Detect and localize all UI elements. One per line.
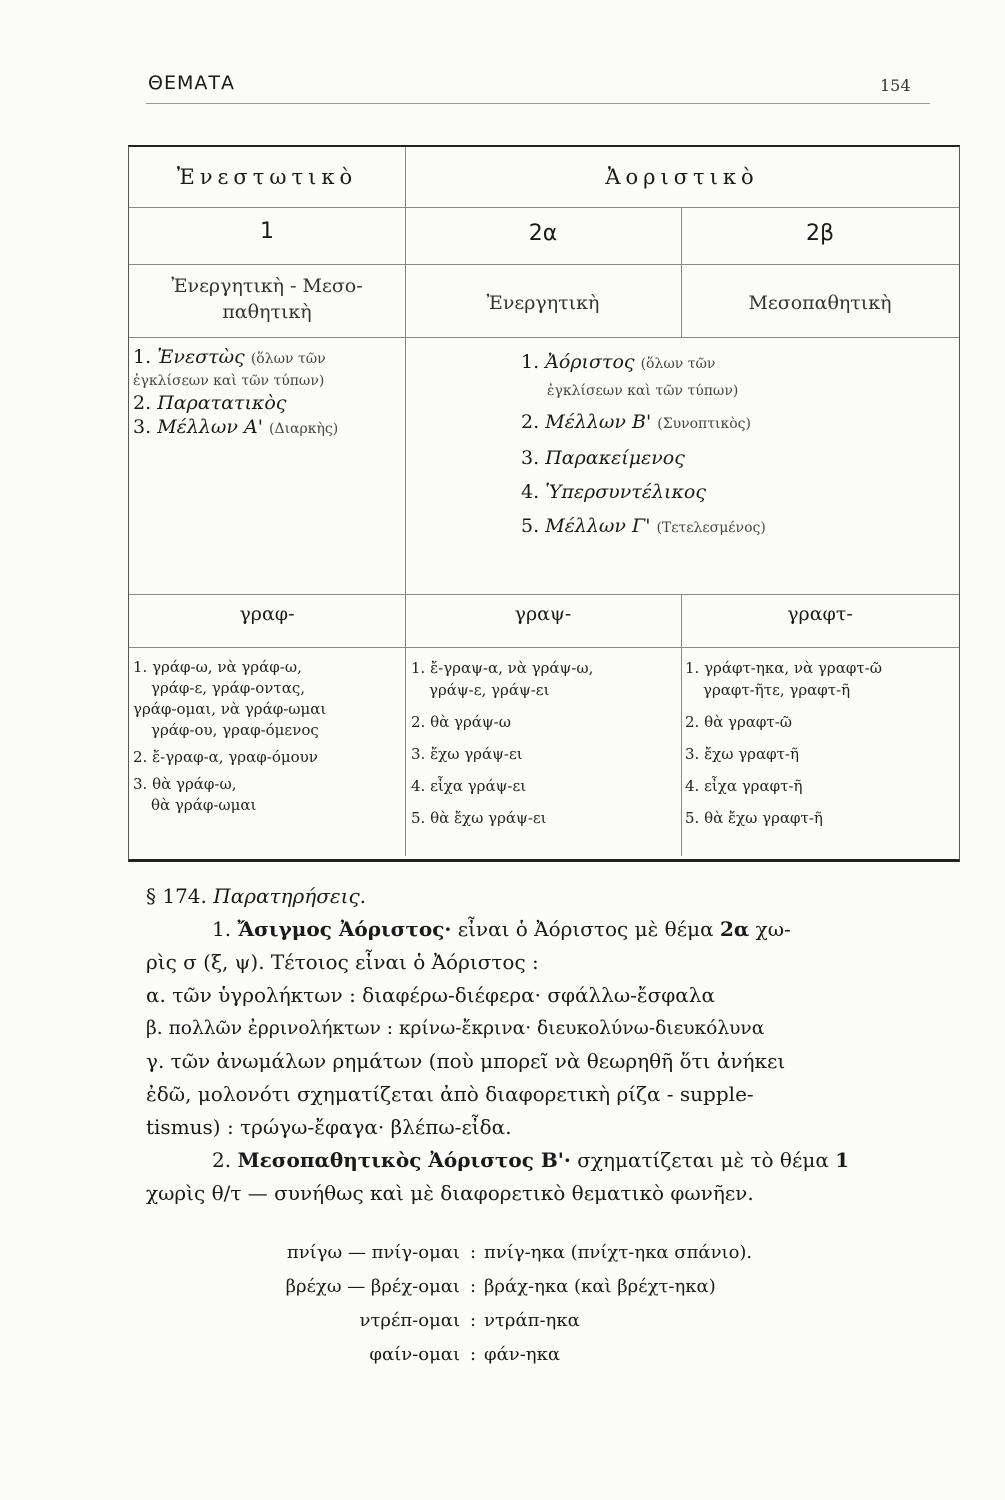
form-line: 5. θὰ ἔχω γραφτ-ῆ [685, 809, 823, 827]
table-row-rule-1 [129, 207, 959, 208]
form-line: γράψ-ε, γράψ-ει [429, 681, 550, 699]
aorist-tense-4: 4. Ὑπερσυντέλικος [521, 481, 707, 503]
form-line: 5. θὰ ἔχω γράψ-ει [411, 809, 547, 827]
form-line: 2. ἔ-γραφ-α, γραφ-όμουν [133, 748, 318, 766]
example-right: φάν-ηκα [484, 1344, 560, 1365]
note-1-item-a: α. τῶν ὑγρολήκτων : διαφέρω-διέφερα· σφάλλω-ἔσφαλα [146, 983, 715, 1007]
running-header-title: ΘΕΜΑΤΑ [148, 72, 235, 94]
table-divider-v4 [681, 594, 682, 856]
form-line: γράφ-ου, γραφ-όμενος [151, 721, 319, 739]
form-line: 3. ἔχω γράψ-ει [411, 745, 523, 763]
note-1-item-c-line-2: ἐδῶ, μολονότι σχηματίζεται ἀπὸ διαφορετικὴ ρίζα - supple- [146, 1082, 754, 1106]
header-rule [146, 103, 930, 104]
form-line: γράφ-ε, γράφ-οντας, [151, 679, 306, 697]
table-row-rule-4 [129, 594, 959, 595]
example-right: πνίγ-ηκα (πνίχτ-ηκα σπάνιο). [484, 1242, 753, 1263]
form-line: θὰ γράφ-ωμαι [151, 796, 257, 814]
voice-active: Ἐνεργητικὴ [486, 292, 600, 314]
aorist-tense-2: 2. Μέλλων Β' (Συνοπτικὸς) [521, 411, 751, 433]
theme-number-2a: 2α [528, 221, 558, 246]
aorist-tense-1: 1. Ἀόριστος (ὅλων τῶν [521, 351, 716, 373]
form-line: 2. θὰ γράψ-ω [411, 713, 511, 731]
voice-line-2: παθητικὴ [222, 301, 312, 323]
page-number: 154 [880, 76, 911, 95]
table-row-rule-5 [129, 647, 959, 648]
aorist-tense-5: 5. Μέλλων Γ' (Τετελεσμένος) [521, 515, 766, 537]
forms-present [133, 657, 326, 816]
table-row-rule-3 [129, 337, 959, 338]
conjugation-table [128, 145, 960, 862]
section-heading: § 174. Παρατηρήσεις. [146, 884, 367, 908]
theme-number-1: 1 [260, 219, 274, 244]
example-right: ντράπ-ηκα [484, 1310, 580, 1331]
form-line: 3. ἔχω γραφτ-ῆ [685, 745, 799, 763]
table-divider-v3 [405, 594, 406, 856]
form-line: γράφ-ομαι, νὰ γράφ-ωμαι [133, 700, 327, 718]
form-line: 4. εἶχα γράψ-ει [411, 777, 527, 795]
notes-section [146, 880, 926, 1210]
example-colon: : [470, 1276, 477, 1297]
present-tense-1: 1. Ἐνεστὼς (ὅλων τῶν [133, 346, 326, 368]
stem-aorist-passive: γραφτ- [787, 603, 853, 625]
example-left: φαίν-ομαι [369, 1344, 460, 1365]
form-line: 1. γράφτ-ηκα, νὰ γραφτ-ῶ [685, 659, 882, 677]
note-1-item-c-line-3: tismus) : τρώγω-ἔφαγα· βλέπω-εἶδα. [146, 1115, 512, 1139]
table-row-rule-2 [129, 264, 959, 265]
note-2-line-2: χωρὶς θ/τ — συνήθως καὶ μὲ διαφορετικὸ θεματικὸ φωνῆεν. [146, 1181, 754, 1205]
note-1-line-2: ρὶς σ (ξ, ψ). Τέτοιος εἶναι ὁ Ἀόριστος : [146, 950, 539, 974]
note-1-line-1: 1. Ἄσιγμος Ἀόριστος· εἶναι ὁ Ἀόριστος μὲ θέμα 2α χω- [212, 917, 791, 941]
example-right: βράχ-ηκα (καὶ βρέχτ-ηκα) [484, 1276, 716, 1297]
table-divider-v1 [405, 147, 406, 612]
stem-present: γραφ- [239, 603, 295, 625]
header-present: Ἐνεστωτικὸ [176, 165, 358, 189]
form-line: 1. ἔ-γραψ-α, νὰ γράψ-ω, [411, 659, 594, 677]
forms-aorist-active [411, 657, 593, 829]
voice-mediopassive: Μεσοπαθητικὴ [748, 292, 892, 314]
example-left: βρέχω — βρέχ-ομαι [285, 1276, 460, 1297]
form-line: 2. θὰ γραφτ-ῶ [685, 713, 793, 731]
note-1-item-c-line-1: γ. τῶν ἀνωμάλων ρημάτων (ποὺ μπορεῖ νὰ θεωρηθῆ ὅτι ἀνήκει [146, 1049, 786, 1073]
theme-number-2b: 2β [805, 221, 835, 246]
example-left: ντρέπ-ομαι [359, 1310, 460, 1331]
forms-aorist-passive [685, 657, 882, 829]
present-tense-1-cont: ἐγκλίσεων καὶ τῶν τύπων) [133, 373, 325, 389]
aorist-tense-list [521, 347, 951, 543]
form-line: 1. γράφ-ω, νὰ γράφ-ω, [133, 658, 302, 676]
example-colon: : [470, 1344, 477, 1365]
voice-line-1: Ἐνεργητικὴ - Μεσο- [171, 275, 363, 297]
present-tense-list [133, 345, 405, 441]
form-line: 3. θὰ γράφ-ω, [133, 775, 237, 793]
present-tense-3: 3. Μέλλων Α' (Διαρκὴς) [133, 416, 339, 438]
present-tense-2: 2. Παρατατικὸς [133, 392, 287, 414]
example-left: πνίγω — πνίγ-ομαι [286, 1242, 460, 1263]
aorist-tense-1-cont: ἐγκλίσεων καὶ τῶν τύπων) [547, 383, 739, 399]
stem-aorist-active: γραψ- [514, 603, 572, 625]
example-colon: : [470, 1310, 477, 1331]
form-line: 4. εἶχα γραφτ-ῆ [685, 777, 803, 795]
form-line: γραφτ-ῆτε, γραφτ-ῆ [703, 681, 851, 699]
header-aorist: Ἀοριστικὸ [605, 165, 759, 189]
voice-active-mediopassive [129, 273, 405, 325]
note-2-line-1: 2. Μεσοπαθητικὸς Ἀόριστος Β'· σχηματίζεται μὲ τὸ θέμα 1 [212, 1148, 850, 1172]
note-1-item-b: β. πολλῶν ἐρρινολήκτων : κρίνω-ἔκρινα· διευκολύνω-διευκόλυνα [146, 1018, 765, 1039]
example-colon: : [470, 1242, 477, 1263]
aorist-tense-3: 3. Παρακείμενος [521, 447, 685, 469]
